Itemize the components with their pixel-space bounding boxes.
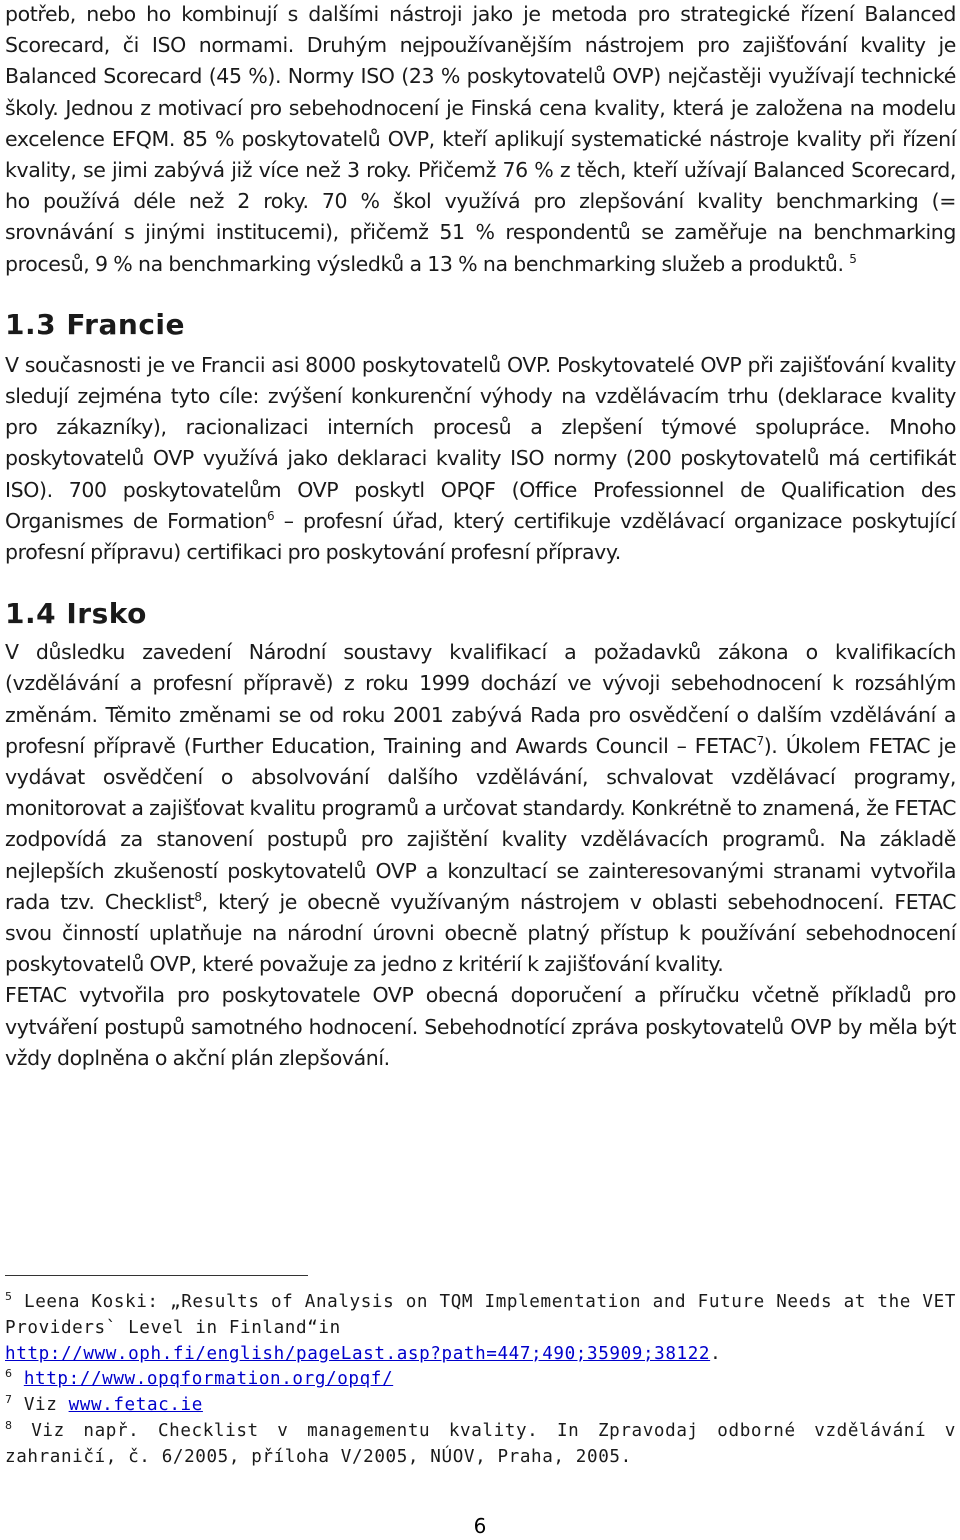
francie-text-b: – profesní úřad, který certifikuje vzdělávací organizace poskytující profesní přípravu) certifikaci pro poskytování profesní přípravy. [5,508,956,565]
francie-text-a: V současnosti je ve Francii asi 8000 poskytovatelů OVP. Poskytovatelé OVP při zajišťování kvality sledují zejména tyto cíle: zvýšení konkurenční výhody na vzdělávacím trhu (deklarace kvality pro zákazníky), racionalizaci interních procesů a zlepšení týmové spolupráce. Mnoho poskytovatelů OVP využívá jako deklaraci kvality ISO normy (200 poskytovatelů má certifikát ISO). 700 poskytovatelům OVP poskytl OPQF (Office Professionnel de Qualification des Organismes de Formation [5,352,956,533]
footnote-text-after: . [710,1343,722,1364]
footnote-link-oph[interactable]: http://www.oph.fi/english/pageLast.asp?path=447;490;35909;38122 [5,1343,711,1364]
footnote-number: 5 [5,1290,13,1304]
footnote-6 [5,1367,956,1393]
section-heading-francie: 1.3 Francie [5,307,186,341]
footnote-7 [5,1393,956,1419]
irsko-paragraph-1 [5,637,956,980]
footnote-text: Viz např. Checklist v managementu kvality. In Zpravodaj odborné vzdělávání v zahraničí, č. 6/2005, příloha V/2005, NÚOV, Praha, 2005. [5,1420,956,1467]
irsko-paragraph-2: FETAC vytvořila pro poskytovatele OVP obecná doporučení a příručku včetně příkladů pro vytváření postupů samotného hodnocení. Sebehodnotící zpráva poskytovatelů OVP by měla být vždy doplněna o akční plán zlepšování. [5,983,956,1070]
intro-paragraph [5,0,956,280]
footnote-number: 7 [5,1393,13,1407]
footnote-number: 6 [5,1367,13,1381]
footnote-ref-8[interactable]: 8 [194,890,202,905]
irsko-text-c: , který je obecně využívaným nástrojem v oblasti sebehodnocení. FETAC svou činností uplatňuje na národní úrovni obecně platný přístup k používání sebehodnocení poskytovatelů OVP, které považuje za jedno z kritérií k zajišťování kvality. [5,889,956,977]
page-number: 6 [473,1514,487,1538]
section-heading-irsko: 1.4 Irsko [5,597,147,631]
footnote-ref-5[interactable]: 5 [849,251,857,266]
footnote-5 [5,1290,956,1367]
footnote-text: Leena Koski: „Results of Analysis on TQM Implementation and Future Needs at the VET Providers` Level in Finland“in [5,1292,956,1338]
footnotes [5,1290,956,1471]
footnote-ref-7[interactable]: 7 [756,734,764,749]
footnote-link-fetac[interactable]: www.fetac.ie [68,1395,203,1416]
irsko-text-b: ). Úkolem FETAC je vydávat osvědčení o absolvování dalšího vzdělávání, schvalovat vzdělávací programy, monitorovat a zajišťovat kvalitu programů a určovat standardy. Konkrétně to znamená, že FETAC zodpovídá za stanovení postupů pro zajištění kvality vzdělávacích programů. Na základě nejlepších zkušeností poskytovatelů OVP a konzultací se zainteresovanými stranami vytvořila rada tzv. Checklist [5,733,956,914]
irsko-text-a: V důsledku zavedení Národní soustavy kvalifikací a požadavků zákona o kvalifikacích (vzdělávání a profesní přípravě) z roku 1999 dochází ve vývoji sebehodnocení k rozsáhlým změnám. Těmito změnami se od roku 2001 zabývá Rada pro osvědčení o dalším vzdělávání a profesní přípravě (Further Education, Training and Awards Council – FETAC [5,640,956,758]
footnote-number: 8 [5,1419,13,1433]
intro-text: potřeb, nebo ho kombinují s dalšími nástroji jako je metoda pro strategické řízení Balanced Scorecard, či ISO normami. Druhým nejpoužívanějším nástrojem pro zajišťování kvality je Balanced Scorecard (45 %). Normy ISO (23 % poskytovatelů OVP) nejčastěji využívají technické školy. Jednou z motivací pro sebehodnocení je Finská cena kvality, která je založena na modelu excelence EFQM. 85 % poskytovatelů OVP, kteří aplikují systematické nástroje kvality při řízení kvality, se jimi zabývá již více než 3 roky. Přičemž 76 % z těch, kteří užívají Balanced Scorecard, ho používá déle než 2 roky. 70 % škol využívá pro zlepšování kvality benchmarking (= srovnávání s jinými institucemi), přičemž 51 % respondentů se zaměřuje na benchmarking procesů, 9 % na benchmarking výsledků a 13 % na benchmarking služeb a produktů. [5,2,956,276]
footnote-8 [5,1419,956,1471]
footnote-ref-6[interactable]: 6 [267,509,275,524]
footnote-link-opqf[interactable]: http://www.opqformation.org/opqf/ [23,1369,394,1390]
footnote-text: Viz [23,1395,69,1416]
francie-paragraph [5,350,956,568]
footnote-separator [5,1275,308,1276]
